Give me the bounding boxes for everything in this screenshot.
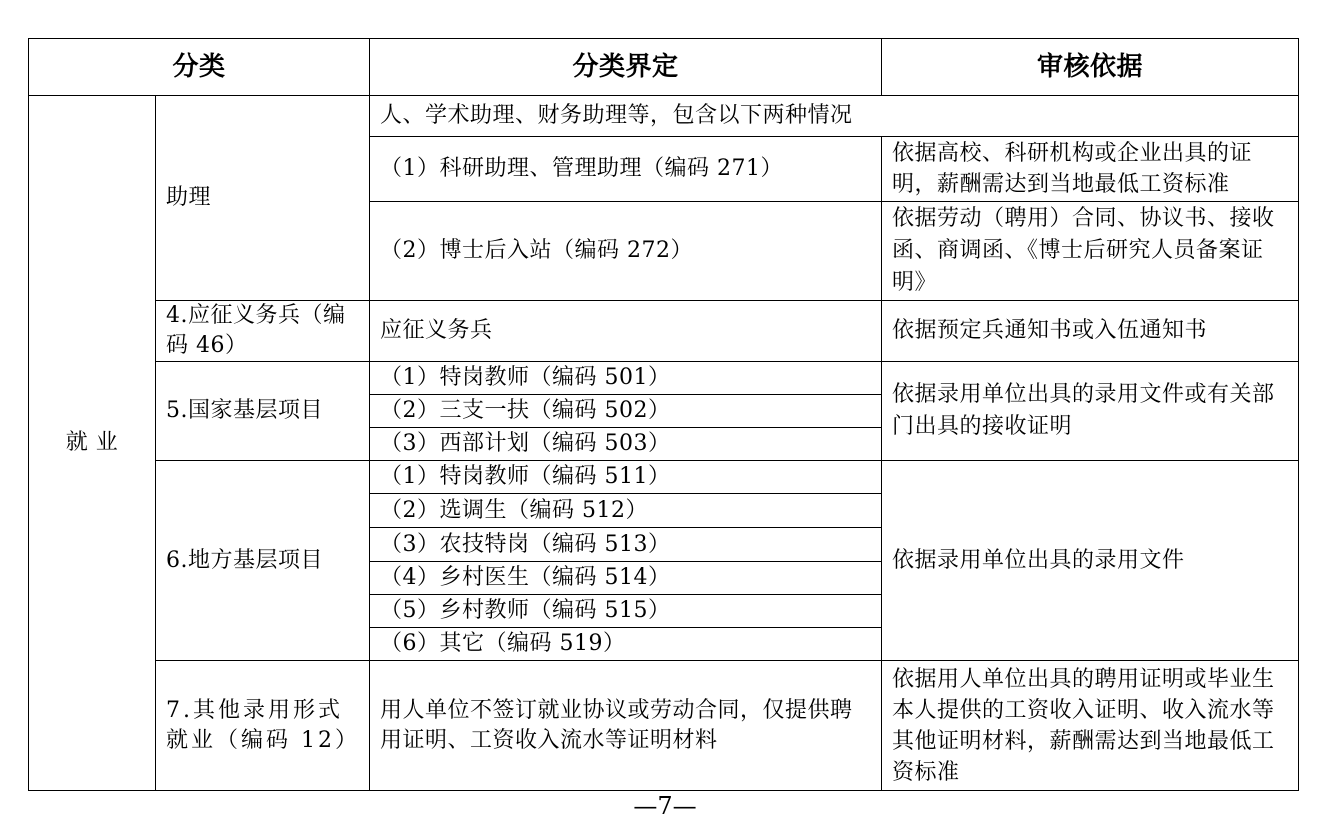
national-item-3: （3）西部计划（编码 503）: [370, 428, 882, 461]
definition-other: 用人单位不签订就业协议或劳动合同，仅提供聘用证明、工资收入流水等证明材料: [370, 661, 882, 791]
basis-assistant-sub1: 依据高校、科研机构或企业出具的证明，薪酬需达到当地最低工资标准: [882, 137, 1299, 202]
table-row: [29, 96, 1299, 137]
table-header-row: [29, 39, 1299, 96]
definition-assistant: 人、学术助理、财务助理等，包含以下两种情况: [370, 96, 1299, 137]
national-item-1: （1）特岗教师（编码 501）: [370, 362, 882, 395]
basis-other: 依据用人单位出具的聘用证明或毕业生本人提供的工资收入证明、收入流水等其他证明材料，薪酬需达到当地最低工资标准: [882, 661, 1299, 791]
table-row: [29, 461, 1299, 494]
page-number: —7—: [633, 792, 697, 820]
header-basis: 审核依据: [882, 39, 1299, 96]
category-assistant: 助理: [156, 96, 370, 301]
basis-national: 依据录用单位出具的录用文件或有关部门出具的接收证明: [882, 362, 1299, 461]
category-local: 6.地方基层项目: [156, 461, 370, 661]
main-category-cell: 就 业: [29, 96, 156, 791]
local-item-1: （1）特岗教师（编码 511）: [370, 461, 882, 494]
header-definition: 分类界定: [370, 39, 882, 96]
category-national: 5.国家基层项目: [156, 362, 370, 461]
table-row: [29, 362, 1299, 395]
definition-conscript: 应征义务兵: [370, 301, 882, 362]
local-item-6: （6）其它（编码 519）: [370, 628, 882, 661]
basis-local: 依据录用单位出具的录用文件: [882, 461, 1299, 661]
basis-assistant-sub2: 依据劳动（聘用）合同、协议书、接收函、商调函、《博士后研究人员备案证明》: [882, 202, 1299, 301]
category-conscript: 4.应征义务兵（编码 46）: [156, 301, 370, 362]
national-item-2: （2）三支一扶（编码 502）: [370, 395, 882, 428]
local-item-5: （5）乡村教师（编码 515）: [370, 595, 882, 628]
definition-assistant-sub2: （2）博士后入站（编码 272）: [370, 202, 882, 301]
category-other: 7.其他录用形式就业（编码 12）: [156, 661, 370, 791]
table-row: [29, 661, 1299, 791]
definition-assistant-sub1: （1）科研助理、管理助理（编码 271）: [370, 137, 882, 202]
local-item-4: （4）乡村医生（编码 514）: [370, 562, 882, 595]
classification-table: [28, 38, 1299, 791]
basis-conscript: 依据预定兵通知书或入伍通知书: [882, 301, 1299, 362]
table-row: [29, 301, 1299, 362]
header-category: 分类: [29, 39, 370, 96]
local-item-3: （3）农技特岗（编码 513）: [370, 528, 882, 562]
local-item-2: （2）选调生（编码 512）: [370, 494, 882, 528]
